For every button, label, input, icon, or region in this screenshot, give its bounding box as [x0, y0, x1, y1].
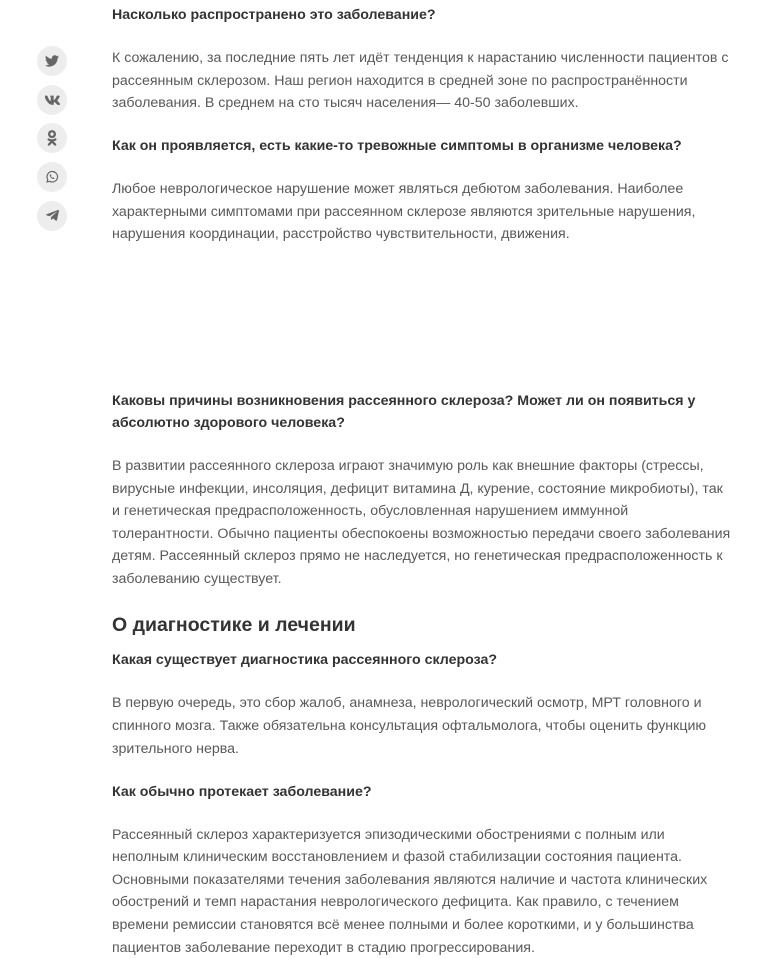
answer-diagnostics: В первую очередь, это сбор жалоб, анамнеза, неврологический осмотр, МРТ головного и спинного мозга. Также обязательна консультация офтальмолога, чтобы оценить функцию зрительного нерва. — [112, 695, 707, 757]
telegram-icon — [46, 210, 59, 221]
share-bar — [37, 46, 67, 239]
question-symptoms: Как он проявляется, есть какие-то тревожные симптомы в организме человека? — [112, 138, 682, 155]
share-twitter-button[interactable] — [37, 46, 67, 76]
vk-icon — [45, 95, 60, 105]
ad-spacer — [112, 246, 732, 390]
article-body — [112, 4, 732, 959]
answer-prevalence: К сожалению, за последние пять лет идёт тенденция к нарастанию численности пациентов с рассеянным склерозом. Наш регион находится в средней зоне по распространённости заболевания. В среднем на сто тысяч населения— 40-50 заболевших. — [112, 49, 729, 112]
share-vk-button[interactable] — [37, 85, 67, 115]
share-whatsapp-button[interactable] — [37, 162, 67, 192]
question-course: Как обычно протекает заболевание? — [112, 783, 372, 800]
answer-symptoms: Любое неврологическое нарушение может являться дебютом заболевания. Наиболее характерными симптомами при рассеянном склерозе являются зрительные нарушения, нарушения координации, расстройство чувствительности, движения. — [112, 181, 696, 243]
share-odnoklassniki-button[interactable] — [37, 123, 67, 153]
section-title-diagnostics: О диагностике и лечении — [112, 614, 356, 637]
share-telegram-button[interactable] — [37, 201, 67, 231]
answer-causes: В развитии рассеянного склероза играют значимую роль как внешние факторы (стрессы, вирусные инфекции, инсоляция, дефицит витамина Д, курение, состояние микробиоты), так и генетическая предрасположенность, обусловленная нарушением иммунной толерантности. Обычно пациенты обеспокоены возможностью передачи своего заболевания детям. Рассеянный склероз прямо не наследуется, но генетическая предрасположенность к заболеванию существует. — [112, 458, 731, 588]
question-causes: Каковы причины возникновения рассеянного склероза? Может ли он появиться у абсолютно здорового человека? — [112, 392, 696, 432]
question-diagnostics: Какая существует диагностика рассеянного склероза? — [112, 652, 498, 669]
question-prevalence: Насколько распространено это заболевание? — [112, 7, 436, 23]
odnoklassniki-icon — [47, 130, 57, 146]
twitter-icon — [45, 55, 59, 67]
whatsapp-icon — [45, 170, 59, 184]
answer-course: Рассеянный склероз характеризуется эпизодическими обострениями с полным или неполным клиническим восстановлением и фазой стабилизации состояния пациента. Основными показателями течения заболевания являются наличие и частота клинических обострений и темп нарастания неврологического дефицита. Как правило, с течением времени ремиссии становятся всё менее полными и более короткими, и у большинства пациентов заболевание переходит в стадию прогрессирования. — [112, 826, 708, 956]
